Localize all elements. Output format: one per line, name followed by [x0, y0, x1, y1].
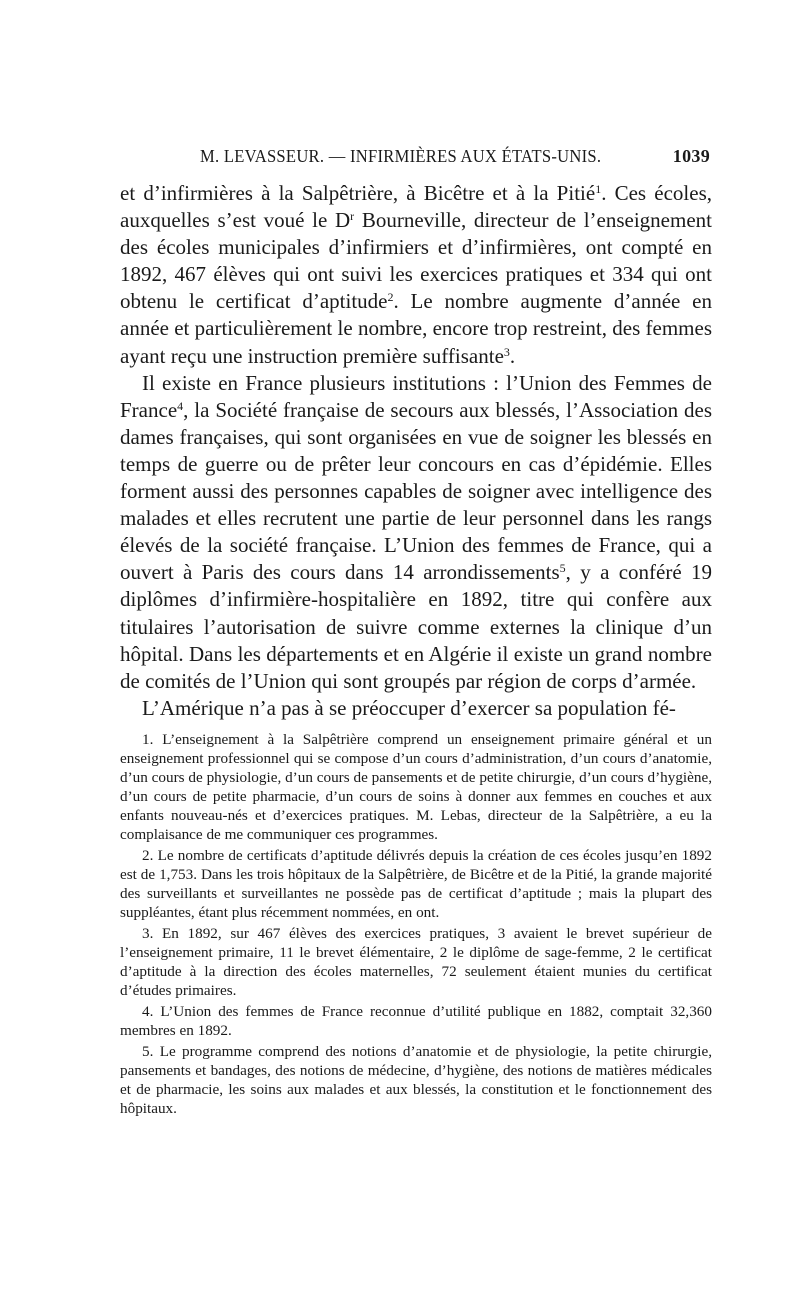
superscript-r: r	[350, 209, 355, 224]
footnote-5: 5. Le programme comprend des notions d’anatomie et de physiologie, la petite chirurgie, pansements et bandages, des notions de médecine, d’hygiène, des notions de matières médicales et de pharmacie, les soins aux malades et aux blessés, la constitution et le fonctionnement des hôpitaux.	[120, 1043, 712, 1117]
paragraph-3: L’Amérique n’a pas à se préoccuper d’exercer sa population fé-	[142, 695, 676, 720]
footnote-3: 3. En 1892, sur 467 élèves des exercices pratiques, 3 avaient le brevet supérieur de l’enseignement primaire, 11 le brevet élémentaire, 2 le diplôme de sage-femme, 2 le certificat d’aptitude à la direction des écoles maternelles, 72 seulement étaient munies du certificat d’études primaires.	[120, 925, 712, 999]
p2-text-a: Il existe en France plusieurs institutions : l’Union des Femmes de France	[120, 370, 712, 422]
footnote-ref-1: 1	[595, 182, 602, 196]
p1-text-b: . Ces écoles, auxquelles s’est voué le D	[120, 181, 712, 233]
footnote-2: 2. Le nombre de certificats d’aptitude délivrés depuis la création de ces écoles jusqu’en 1892 est de 1,753. Dans les trois hôpitaux de la Salpêtrière, de Bicêtre et de la Pitié, la grande majorité des surveillants et surveillantes ne possède pas de certificat d’aptitude ; mais la plupart des suppléantes, étant plus récemment nommées, en ont.	[120, 847, 712, 921]
footnote-ref-4: 4	[177, 398, 184, 413]
footnote-ref-3: 3	[503, 344, 510, 359]
footnote-1: 1. L’enseignement à la Salpêtrière comprend un enseignement primaire général et un enseignement professionnel qui se compose d’un cours d’administration, d’un cours d’anatomie, d’un cours de physiologie, d’un cours de pansements et de petite chirurgie, d’un cours d’hygiène, d’un cours de petite pharmacie, d’un cours de soins à donner aux femmes en couches et aux enfants nouveau-nés et d’exercices pratiques. M. Lebas, directeur de la Salpêtrière, a eu la complaisance de me communiquer ces programmes.	[120, 731, 712, 843]
p1-text-a: et d’infirmières à la Salpêtrière, à Bicêtre et à la Pitié	[120, 181, 596, 205]
paragraph-1	[120, 180, 712, 370]
running-header	[120, 146, 710, 172]
page-number: 1039	[672, 146, 710, 166]
p1-text-e: .	[509, 343, 516, 368]
main-text	[120, 180, 712, 722]
p2-text-b: , la Société française de secours aux blessés, l’Association des dames françaises, qui sont organisées en vue de soigner les blessés en temps de guerre ou de prêter leur concours en cas d’épidémie. Elles forment aussi des personnes capables de soigner avec intelligence des malades et elles recrutent une partie de leur personnel dans les rangs élevés de la société française. L’Union des femmes de France, qui a ouvert à Paris des cours dans 14 arrondissements	[120, 397, 712, 585]
paragraph-2	[120, 370, 712, 695]
footnote-ref-5: 5	[559, 561, 566, 576]
p1-text-c: Bourneville, directeur de l’enseignement des écoles municipales d’infirmiers et d’infirmières, ont compté en 1892, 467 élèves qui ont suivi les exercices pratiques et 334 qui ont obtenu le certificat d’aptitude	[120, 208, 712, 314]
running-title: M. LEVASSEUR. — INFIRMIÈRES AUX ÉTATS-UNIS.	[200, 146, 602, 166]
footnote-4: 4. L’Union des femmes de France reconnue d’utilité publique en 1882, comptait 32,360 membres en 1892.	[120, 1003, 712, 1039]
p2-text-c: , y a conféré 19 diplômes d’infirmière-hospitalière en 1892, titre qui confère aux titulaires l’autorisation de suivre comme externes la clinique d’un hôpital. Dans les départements et en Algérie il existe un grand nombre de comités de l’Union qui sont groupés par région de corps d’armée.	[120, 560, 712, 693]
p1-text-d: . Le nombre augmente d’année en année et particulièrement le nombre, encore trop restreint, des femmes ayant reçu une instruction première suffisante	[120, 289, 712, 368]
footnote-ref-2: 2	[387, 290, 394, 305]
footnotes	[120, 730, 712, 1120]
